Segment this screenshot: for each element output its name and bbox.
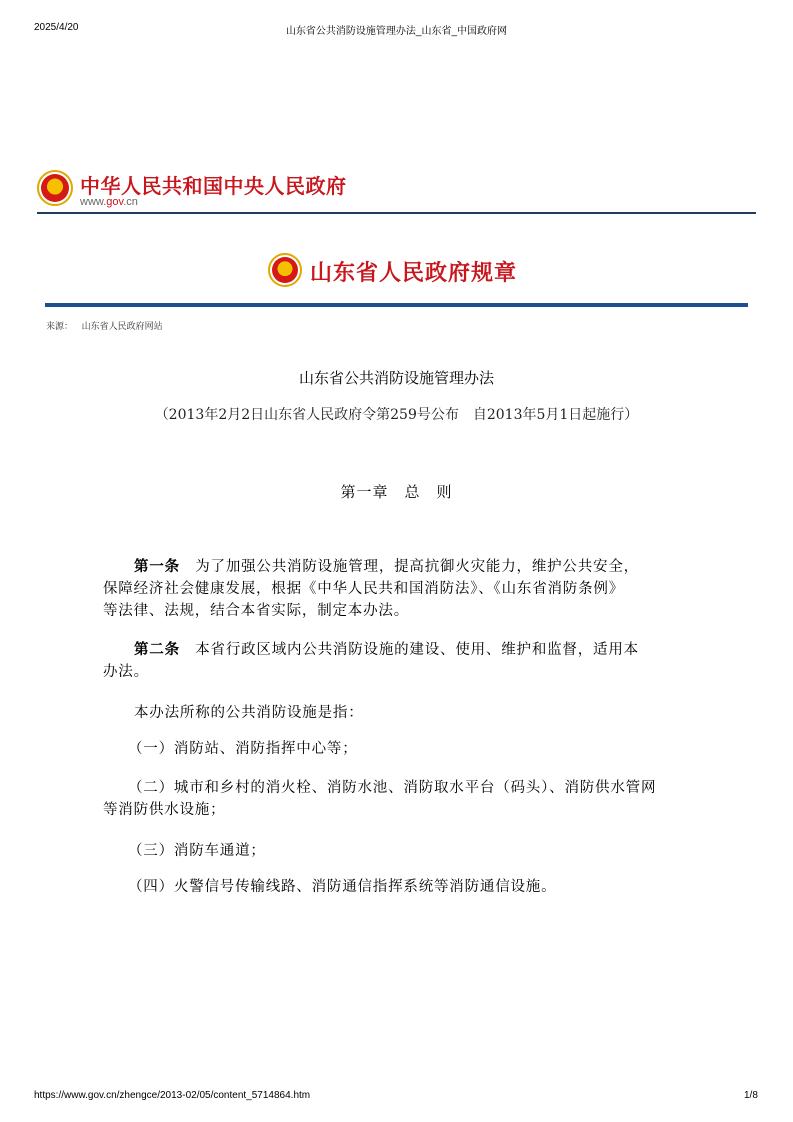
- regulation-divider: [45, 303, 748, 307]
- article-1-line-3: 等法律、法规，结合本省实际，制定本办法。: [103, 603, 409, 619]
- source-line: [46, 319, 163, 332]
- national-emblem-icon: [37, 170, 73, 206]
- chapter-heading: 第一章 总 则: [340, 483, 453, 501]
- article-1: [103, 556, 693, 622]
- regulation-title: 山东省人民政府规章: [310, 260, 518, 286]
- header-divider: [37, 212, 756, 214]
- article-2-line-2: 办法。: [103, 664, 149, 680]
- list-item-2-line-2: 等消防供水设施；: [103, 802, 226, 818]
- url-suffix: .cn: [123, 196, 138, 208]
- print-page-title: 山东省公共消防设施管理办法_山东省_中国政府网: [285, 26, 508, 37]
- article-1-label: 第一条: [134, 559, 180, 575]
- gov-site-name[interactable]: 中华人民共和国中央人民政府: [80, 174, 347, 198]
- list-item-3: （三）消防车通道；: [128, 843, 266, 859]
- url-highlight: gov: [106, 196, 124, 208]
- print-page-number: 1/8: [744, 1090, 758, 1101]
- article-1-text-1: 为了加强公共消防设施管理，提高抗御火灾能力，维护公共安全，: [195, 559, 639, 575]
- document-title: 山东省公共消防设施管理办法: [298, 369, 494, 387]
- list-item-2-line-1: （二）城市和乡村的消火栓、消防水池、消防取水平台（码头）、消防供水管网: [128, 780, 657, 796]
- document-subtitle: （2013年2月2日山东省人民政府令第259号公布 自2013年5月1日起施行）: [154, 407, 639, 423]
- article-2: [103, 639, 693, 683]
- list-item-1: （一）消防站、消防指挥中心等；: [128, 741, 358, 757]
- list-item-2: [103, 777, 703, 821]
- article-2-label: 第二条: [134, 642, 180, 658]
- list-item-4: （四）火警信号传输线路、消防通信指挥系统等消防通信设施。: [128, 879, 557, 895]
- definition-para: 本办法所称的公共消防设施是指：: [134, 705, 364, 721]
- print-date: 2025/4/20: [34, 22, 79, 33]
- source-label: 来源：: [46, 322, 74, 332]
- gov-site-url[interactable]: [80, 196, 138, 208]
- article-1-line-1: [103, 556, 693, 578]
- article-2-text-1: 本省行政区域内公共消防设施的建设、使用、维护和监督，适用本: [195, 642, 639, 658]
- source-value: 山东省人民政府网站: [81, 322, 163, 332]
- article-1-line-2: 保障经济社会健康发展，根据《中华人民共和国消防法》、《山东省消防条例》: [103, 581, 624, 597]
- article-2-line-1: [103, 639, 693, 661]
- print-url: https://www.gov.cn/zhengce/2013-02/05/content_5714864.htm: [34, 1090, 311, 1101]
- regulation-emblem-icon: [268, 253, 302, 287]
- url-prefix: www.: [80, 196, 107, 208]
